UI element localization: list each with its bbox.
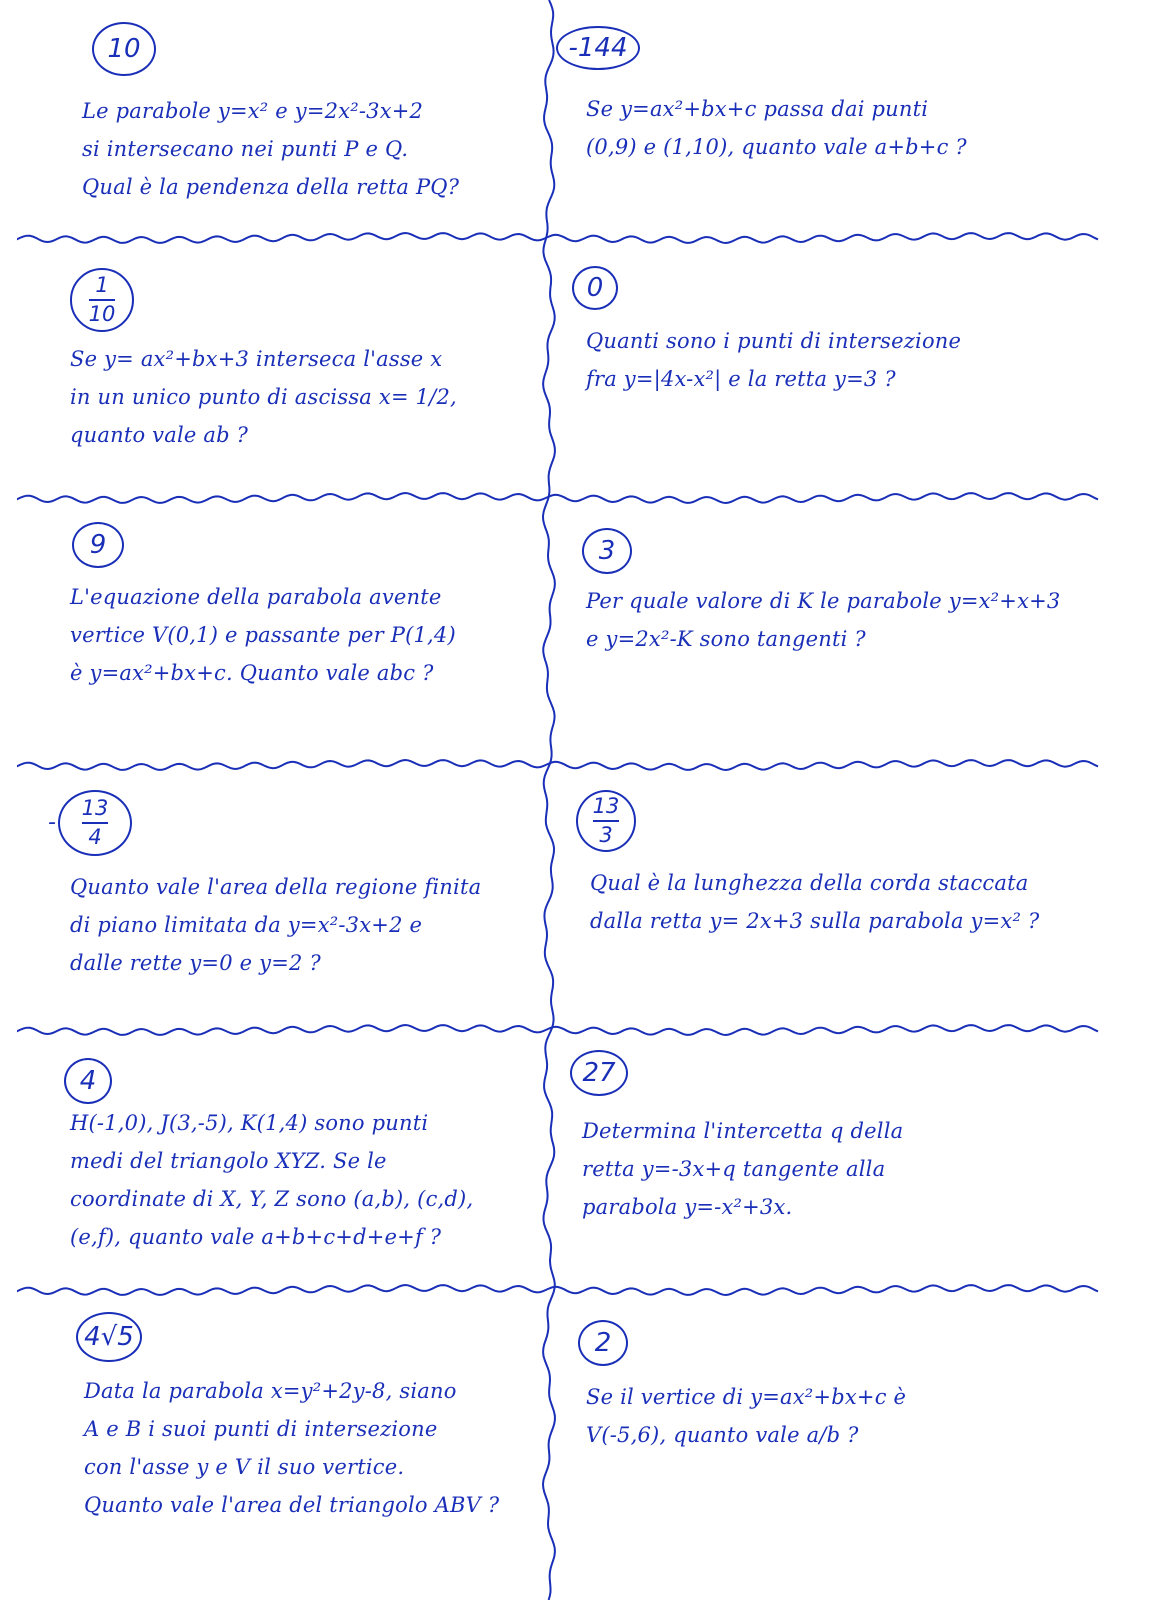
answer-numerator: 13 xyxy=(592,794,620,818)
answer-badge: 4 xyxy=(64,1058,112,1104)
fraction-bar xyxy=(593,820,619,822)
horizontal-divider-2 xyxy=(18,493,1098,503)
answer-numerator: 13 xyxy=(81,796,109,820)
problem-text: H(-1,0), J(3,-5), K(1,4) sono punti medi del triangolo XYZ. Se le coordinate di X, Y, Z sono (a,b), (c,d), (e,f), quanto vale a+b+c+d+e+f ? xyxy=(70,1111,474,1249)
answer-badge: -144 xyxy=(556,26,640,70)
problem-text: Qual è la lunghezza della corda staccata dalla retta y= 2x+3 sulla parabola y=x² ? xyxy=(590,871,1040,933)
fraction-bar xyxy=(89,299,115,301)
problem-text: Data la parabola x=y²+2y-8, siano A e B i suoi punti di intersezione con l'asse y e V il suo vertice. Quanto vale l'area del triangolo ABV ? xyxy=(84,1379,500,1517)
fraction-bar xyxy=(82,822,108,824)
horizontal-divider-4 xyxy=(18,1025,1098,1035)
answer-denominator: 10 xyxy=(88,302,116,326)
answer-badge xyxy=(70,268,134,332)
horizontal-divider-1 xyxy=(18,233,1098,243)
answer-denominator: 4 xyxy=(88,825,102,849)
problem-text: Se il vertice di y=ax²+bx+c è V(-5,6), quanto vale a/b ? xyxy=(586,1385,907,1447)
answer-sign: - xyxy=(48,810,56,835)
answer-denominator: 3 xyxy=(599,823,613,847)
answer-numerator: 1 xyxy=(95,273,109,297)
horizontal-divider-5 xyxy=(18,1285,1098,1295)
answer-badge: 2 xyxy=(578,1320,628,1366)
problem-text: Per quale valore di K le parabole y=x²+x+3 e y=2x²-K sono tangenti ? xyxy=(586,589,1061,651)
answer-badge: 3 xyxy=(582,528,632,574)
answer-badge: 9 xyxy=(72,522,124,568)
problem-text: Quanti sono i punti di intersezione fra y=|4x-x²| e la retta y=3 ? xyxy=(586,329,962,391)
problem-text: Se y=ax²+bx+c passa dai punti (0,9) e (1,10), quanto vale a+b+c ? xyxy=(586,97,967,159)
answer-badge xyxy=(576,790,636,852)
answer-badge: 10 xyxy=(92,22,156,76)
answer-badge: 0 xyxy=(572,266,618,310)
problem-text: Le parabole y=x² e y=2x²-3x+2 si intersecano nei punti P e Q. Qual è la pendenza della retta PQ? xyxy=(82,99,460,199)
answer-badge xyxy=(48,790,132,856)
problem-text: Se y= ax²+bx+3 interseca l'asse x in un unico punto di ascissa x= 1/2, quanto vale ab ? xyxy=(70,347,457,447)
problem-text: L'equazione della parabola avente vertice V(0,1) e passante per P(1,4) è y=ax²+bx+c. Quanto vale abc ? xyxy=(70,585,456,685)
horizontal-divider-3 xyxy=(18,760,1098,770)
problem-text: Quanto vale l'area della regione finita di piano limitata da y=x²-3x+2 e dalle rette y=0 e y=2 ? xyxy=(70,875,482,975)
answer-badge: 4√5 xyxy=(76,1312,142,1362)
problem-text: Determina l'intercetta q della retta y=-3x+q tangente alla parabola y=-x²+3x. xyxy=(582,1119,904,1219)
vertical-divider xyxy=(543,0,555,1600)
answer-badge: 27 xyxy=(570,1050,628,1096)
